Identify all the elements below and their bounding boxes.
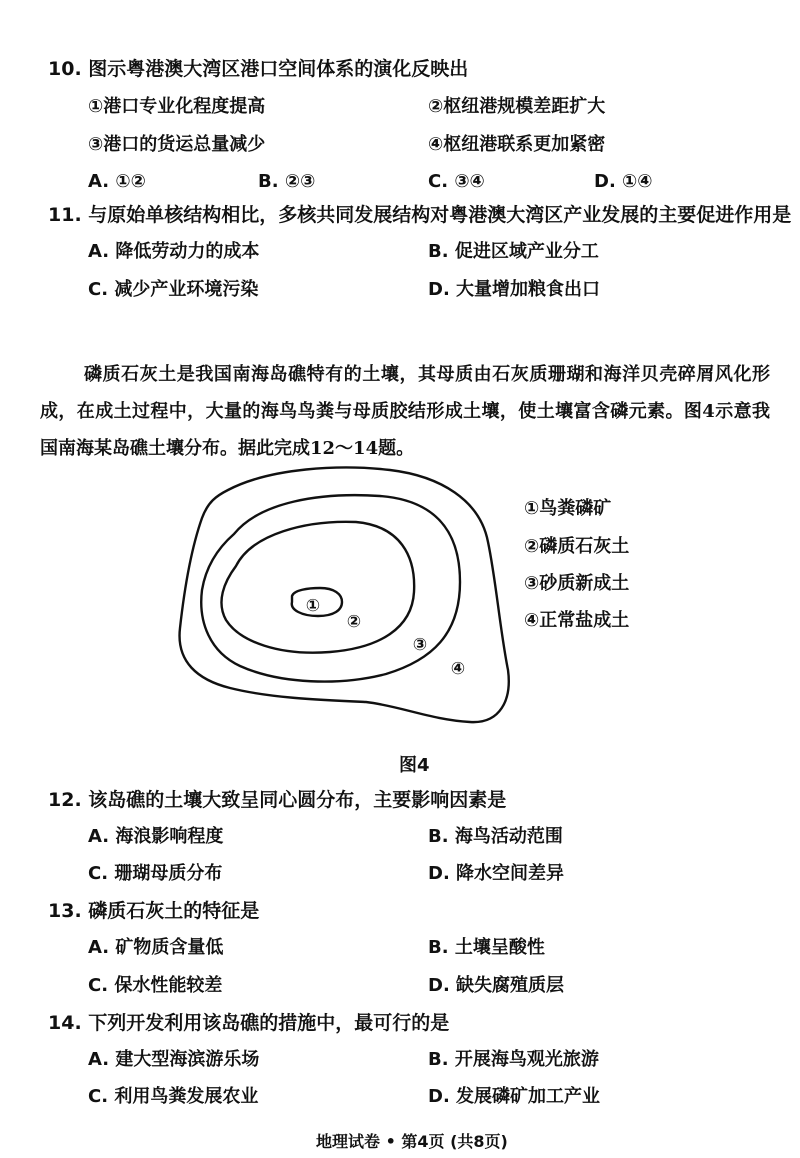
- legend-item-2: ②磷质石灰土: [524, 536, 630, 557]
- question-10-stem: 10. 图示粤港澳大湾区港口空间体系的演化反映出: [48, 58, 469, 80]
- legend-item-3: ③砂质新成土: [524, 573, 630, 594]
- q10-choice-d: D. ①④: [594, 171, 653, 192]
- question-11-stem: 11. 与原始单核结构相比，多核共同发展结构对粤港澳大湾区产业发展的主要促进作用是: [48, 204, 792, 226]
- q12-choice-b: B. 海鸟活动范围: [428, 826, 563, 847]
- legend-item-4: ④正常盐成土: [524, 610, 630, 631]
- q10-statement-3: ③港口的货运总量减少: [88, 134, 266, 155]
- q13-choice-b: B. 土壤呈酸性: [428, 937, 545, 958]
- q13-choice-d: D. 缺失腐殖质层: [428, 975, 565, 996]
- q10-statement-4: ④枢纽港联系更加紧密: [428, 134, 606, 155]
- q11-choice-d: D. 大量增加粮食出口: [428, 279, 601, 300]
- page-footer: 地理试卷 • 第4页 (共8页): [316, 1132, 508, 1151]
- question-13-stem: 13. 磷质石灰土的特征是: [48, 900, 260, 922]
- legend-item-1: ①鸟粪磷矿: [524, 498, 612, 519]
- q12-choice-d: D. 降水空间差异: [428, 863, 565, 884]
- map-marker-3: ③: [412, 635, 428, 655]
- q10-statement-2: ②枢纽港规模差距扩大: [428, 96, 606, 117]
- q14-choice-a: A. 建大型海滨游乐场: [88, 1049, 260, 1070]
- q14-choice-d: D. 发展磷矿加工产业: [428, 1086, 601, 1107]
- reading-passage: 磷质石灰土是我国南海岛礁特有的土壤，其母质由石灰质珊瑚和海洋贝壳碎屑风化形成，在成土过程中，大量的海鸟鸟粪与母质胶结形成土壤，使土壤富含磷元素。图4示意我国南海某岛礁土壤分布。据此完成12～14题。: [40, 364, 770, 459]
- figure-caption: 图4: [399, 755, 430, 776]
- map-marker-1: ①: [305, 596, 321, 616]
- q14-choice-b: B. 开展海鸟观光旅游: [428, 1049, 599, 1070]
- q10-statement-1: ①港口专业化程度提高: [88, 96, 266, 117]
- q12-choice-c: C. 珊瑚母质分布: [88, 863, 223, 884]
- q11-choice-b: B. 促进区域产业分工: [428, 241, 599, 262]
- q11-choice-a: A. 降低劳动力的成本: [88, 241, 260, 262]
- map-marker-4: ④: [450, 659, 466, 679]
- q14-choice-c: C. 利用鸟粪发展农业: [88, 1086, 259, 1107]
- q13-choice-c: C. 保水性能较差: [88, 975, 223, 996]
- question-14-stem: 14. 下列开发利用该岛礁的措施中，最可行的是: [48, 1012, 450, 1034]
- q11-choice-c: C. 减少产业环境污染: [88, 279, 259, 300]
- map-marker-2: ②: [346, 612, 362, 632]
- q13-choice-a: A. 矿物质含量低: [88, 937, 224, 958]
- q10-choice-a: A. ①②: [88, 171, 146, 192]
- question-12-stem: 12. 该岛礁的土壤大致呈同心圆分布，主要影响因素是: [48, 789, 507, 811]
- q10-choice-b: B. ②③: [258, 171, 316, 192]
- q12-choice-a: A. 海浪影响程度: [88, 826, 224, 847]
- soil-distribution-map: [170, 462, 530, 732]
- q10-choice-c: C. ③④: [428, 171, 485, 192]
